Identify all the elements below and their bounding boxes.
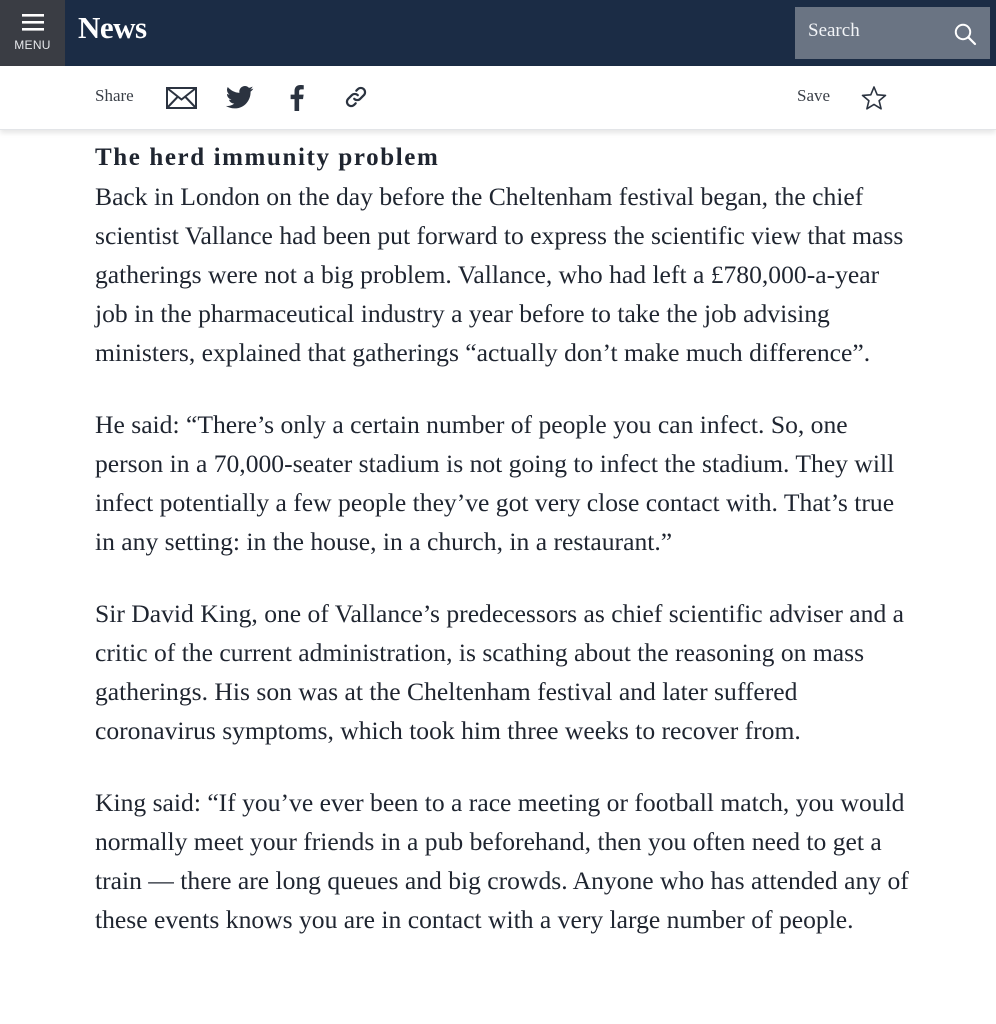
star-icon — [861, 85, 887, 111]
article-body — [95, 140, 915, 939]
article-paragraph: King said: “If you’ve ever been to a race meeting or football match, you would normally meet your friends in a pub beforehand, then you often need to get a train — there are long queues and big crowds. Anyone who has attended any of these events knows you are in contact with a very large number of people. — [95, 788, 909, 934]
article-paragraph: He said: “There’s only a certain number of people you can infect. So, one person in a 70,000-seater stadium is not going to infect the stadium. They will infect potentially a few people they’ve got very close contact with. That’s true in any setting: in the house, in a church, in a restaurant.” — [95, 410, 895, 556]
facebook-icon[interactable] — [289, 85, 305, 111]
save-star-button[interactable] — [861, 85, 887, 111]
menu-label: MENU — [14, 38, 51, 52]
top-navigation-bar — [0, 0, 996, 66]
search-input[interactable] — [795, 7, 990, 59]
brand-logo[interactable]: News — [78, 10, 147, 45]
article-paragraph: Back in London on the day before the Cheltenham festival began, the chief scientist Vallance had been put forward to express the scientific view that mass gatherings were not a big problem. Vallance, who had left a £780,000-a-year job in the pharmaceutical industry a year before to take the job advising ministers, explained that gatherings “actually don’t make much difference”. — [95, 182, 904, 367]
hamburger-icon — [22, 14, 44, 31]
search-placeholder: Search — [808, 20, 860, 41]
mail-icon[interactable] — [166, 87, 197, 109]
menu-button[interactable] — [0, 0, 65, 66]
search-icon[interactable] — [953, 22, 977, 46]
save-label[interactable]: Save — [797, 86, 831, 105]
share-toolbar — [0, 66, 996, 130]
share-label: Share — [95, 86, 134, 105]
twitter-icon[interactable] — [226, 86, 254, 109]
article-subheading: The herd immunity problem — [95, 144, 440, 171]
link-icon[interactable] — [344, 85, 368, 109]
article-paragraph: Sir David King, one of Vallance’s predecessors as chief scientific adviser and a critic of the current administration, is scathing about the reasoning on mass gatherings. His son was at the Cheltenham festival and later suffered coronavirus symptoms, which took him three weeks to recover from. — [95, 599, 905, 745]
